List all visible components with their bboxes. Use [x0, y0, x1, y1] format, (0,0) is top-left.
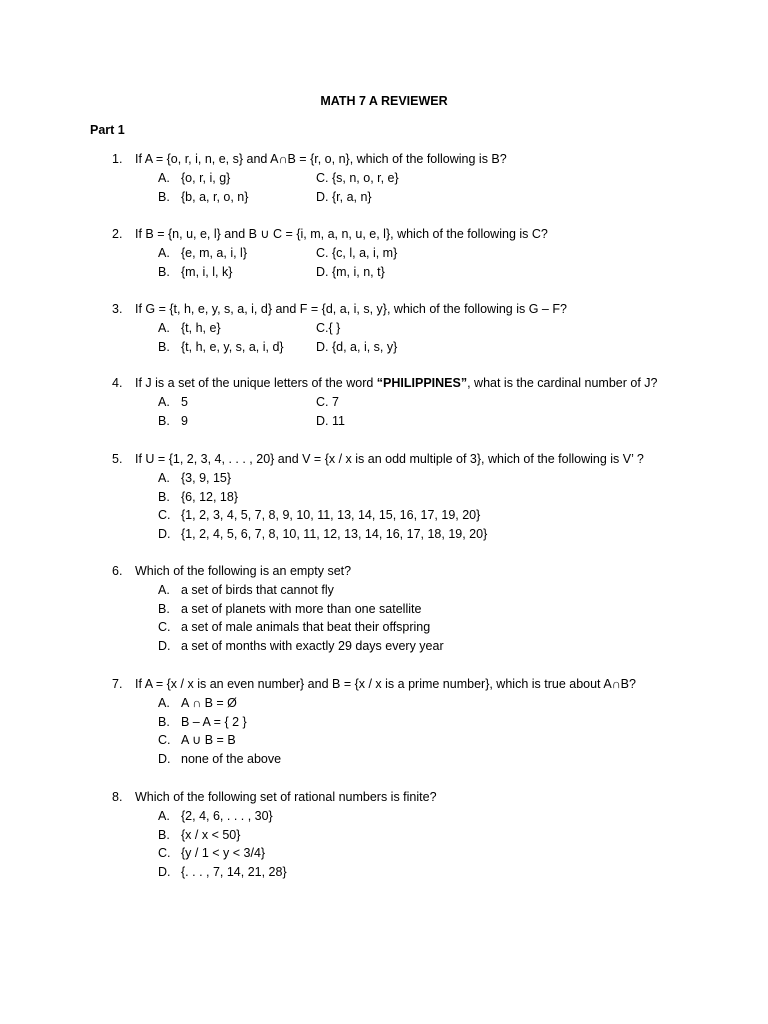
question-text — [135, 374, 657, 393]
question-number: 8. — [112, 790, 123, 804]
option-text: D. {m, i, n, t} — [316, 264, 385, 279]
option-text: {b, a, r, o, n} — [181, 189, 249, 204]
option-letter: A. — [158, 321, 170, 335]
option-letter: C. — [158, 733, 171, 748]
question-text: If A = {x / x is an even number} and B = {x / x is a prime number}, which is true about A∩B? — [135, 677, 636, 691]
option-text: C.{ } — [316, 321, 341, 335]
option-text: a set of months with exactly 29 days every year — [181, 639, 444, 654]
question-text-part: If J is a set of the unique letters of the word — [135, 376, 377, 390]
option-letter: B. — [158, 489, 170, 504]
option-letter: B. — [158, 601, 170, 616]
option-text: {m, i, l, k} — [181, 264, 233, 279]
option-letter: A. — [158, 696, 170, 710]
question-number: 2. — [112, 227, 123, 241]
question-text: If G = {t, h, e, y, s, a, i, d} and F = {d, a, i, s, y}, which of the following is G – F? — [135, 302, 567, 316]
option-text: C. 7 — [316, 395, 339, 409]
option-letter: A. — [158, 809, 170, 823]
option-text: {2, 4, 6, . . . , 30} — [181, 809, 273, 823]
option-text: a set of planets with more than one satellite — [181, 601, 422, 616]
option-text: C. {c, l, a, i, m} — [316, 246, 398, 260]
question-8 — [0, 788, 768, 882]
emphasized-word: “PHILIPPINES” — [376, 376, 468, 390]
option-letter: D. — [158, 527, 171, 542]
question-text: Which of the following set of rational numbers is finite? — [135, 790, 437, 804]
question-text: Which of the following is an empty set? — [135, 564, 352, 578]
option-text: {y / 1 < y < 3/4} — [181, 846, 266, 861]
option-letter: C. — [158, 620, 171, 635]
question-2 — [0, 225, 768, 281]
question-number: 4. — [112, 376, 123, 390]
option-text: D. {r, a, n} — [316, 189, 372, 204]
question-5 — [0, 450, 768, 544]
option-text: {. . . , 7, 14, 21, 28} — [181, 865, 287, 880]
question-text-part: , what is the cardinal number of J? — [467, 376, 658, 390]
option-letter: B. — [158, 827, 170, 842]
question-number: 6. — [112, 564, 123, 578]
option-text: 5 — [181, 395, 188, 409]
question-4 — [0, 374, 768, 430]
option-letter: A. — [158, 471, 170, 485]
question-text: If U = {1, 2, 3, 4, . . . , 20} and V = {x / x is an odd multiple of 3}, which of the following is V’ ? — [135, 452, 644, 466]
option-text: A ∪ B = B — [181, 733, 236, 748]
question-number: 7. — [112, 677, 123, 691]
option-text: A ∩ B = Ø — [181, 696, 237, 710]
option-text: 9 — [181, 413, 188, 428]
option-text: {e, m, a, i, l} — [181, 246, 248, 260]
option-text: {1, 2, 3, 4, 5, 7, 8, 9, 10, 11, 13, 14, 15, 16, 17, 19, 20} — [181, 508, 481, 523]
option-text: D. {d, a, i, s, y} — [316, 339, 398, 354]
question-3 — [0, 300, 768, 356]
option-text: {3, 9, 15} — [181, 471, 232, 485]
option-letter: A. — [158, 171, 170, 185]
option-text: a set of male animals that beat their offspring — [181, 620, 431, 635]
option-letter: B. — [158, 413, 170, 428]
option-text: {t, h, e} — [181, 321, 221, 335]
question-7 — [0, 675, 768, 769]
option-text: {o, r, i, g} — [181, 171, 231, 185]
question-number: 3. — [112, 302, 123, 316]
option-text: D. 11 — [316, 413, 345, 428]
question-number: 1. — [112, 152, 123, 166]
question-1 — [0, 150, 768, 206]
option-text: {t, h, e, y, s, a, i, d} — [181, 339, 284, 354]
option-text: B – A = { 2 } — [181, 714, 247, 729]
page-title: MATH 7 A REVIEWER — [320, 94, 448, 108]
option-text: a set of birds that cannot fly — [181, 583, 334, 597]
question-text: If A = {o, r, i, n, e, s} and A∩B = {r, o, n}, which of the following is B? — [135, 152, 507, 166]
option-letter: B. — [158, 189, 170, 204]
option-letter: D. — [158, 865, 171, 880]
option-text: {x / x < 50} — [181, 827, 241, 842]
option-letter: A. — [158, 583, 170, 597]
option-letter: B. — [158, 264, 170, 279]
option-text: {6, 12, 18} — [181, 489, 239, 504]
option-letter: D. — [158, 752, 171, 767]
option-text: {1, 2, 4, 5, 6, 7, 8, 10, 11, 12, 13, 14, 16, 17, 18, 19, 20} — [181, 527, 488, 542]
option-letter: B. — [158, 714, 170, 729]
option-letter: C. — [158, 846, 171, 861]
part-heading: Part 1 — [90, 123, 125, 137]
option-letter: D. — [158, 639, 171, 654]
question-text: If B = {n, u, e, l} and B ∪ C = {i, m, a, n, u, e, l}, which of the following is C? — [135, 227, 548, 241]
question-number: 5. — [112, 452, 123, 466]
option-letter: C. — [158, 508, 171, 523]
question-6 — [0, 562, 768, 656]
option-text: none of the above — [181, 752, 282, 767]
option-letter: A. — [158, 395, 170, 409]
option-text: C. {s, n, o, r, e} — [316, 171, 399, 185]
option-letter: A. — [158, 246, 170, 260]
option-letter: B. — [158, 339, 170, 354]
